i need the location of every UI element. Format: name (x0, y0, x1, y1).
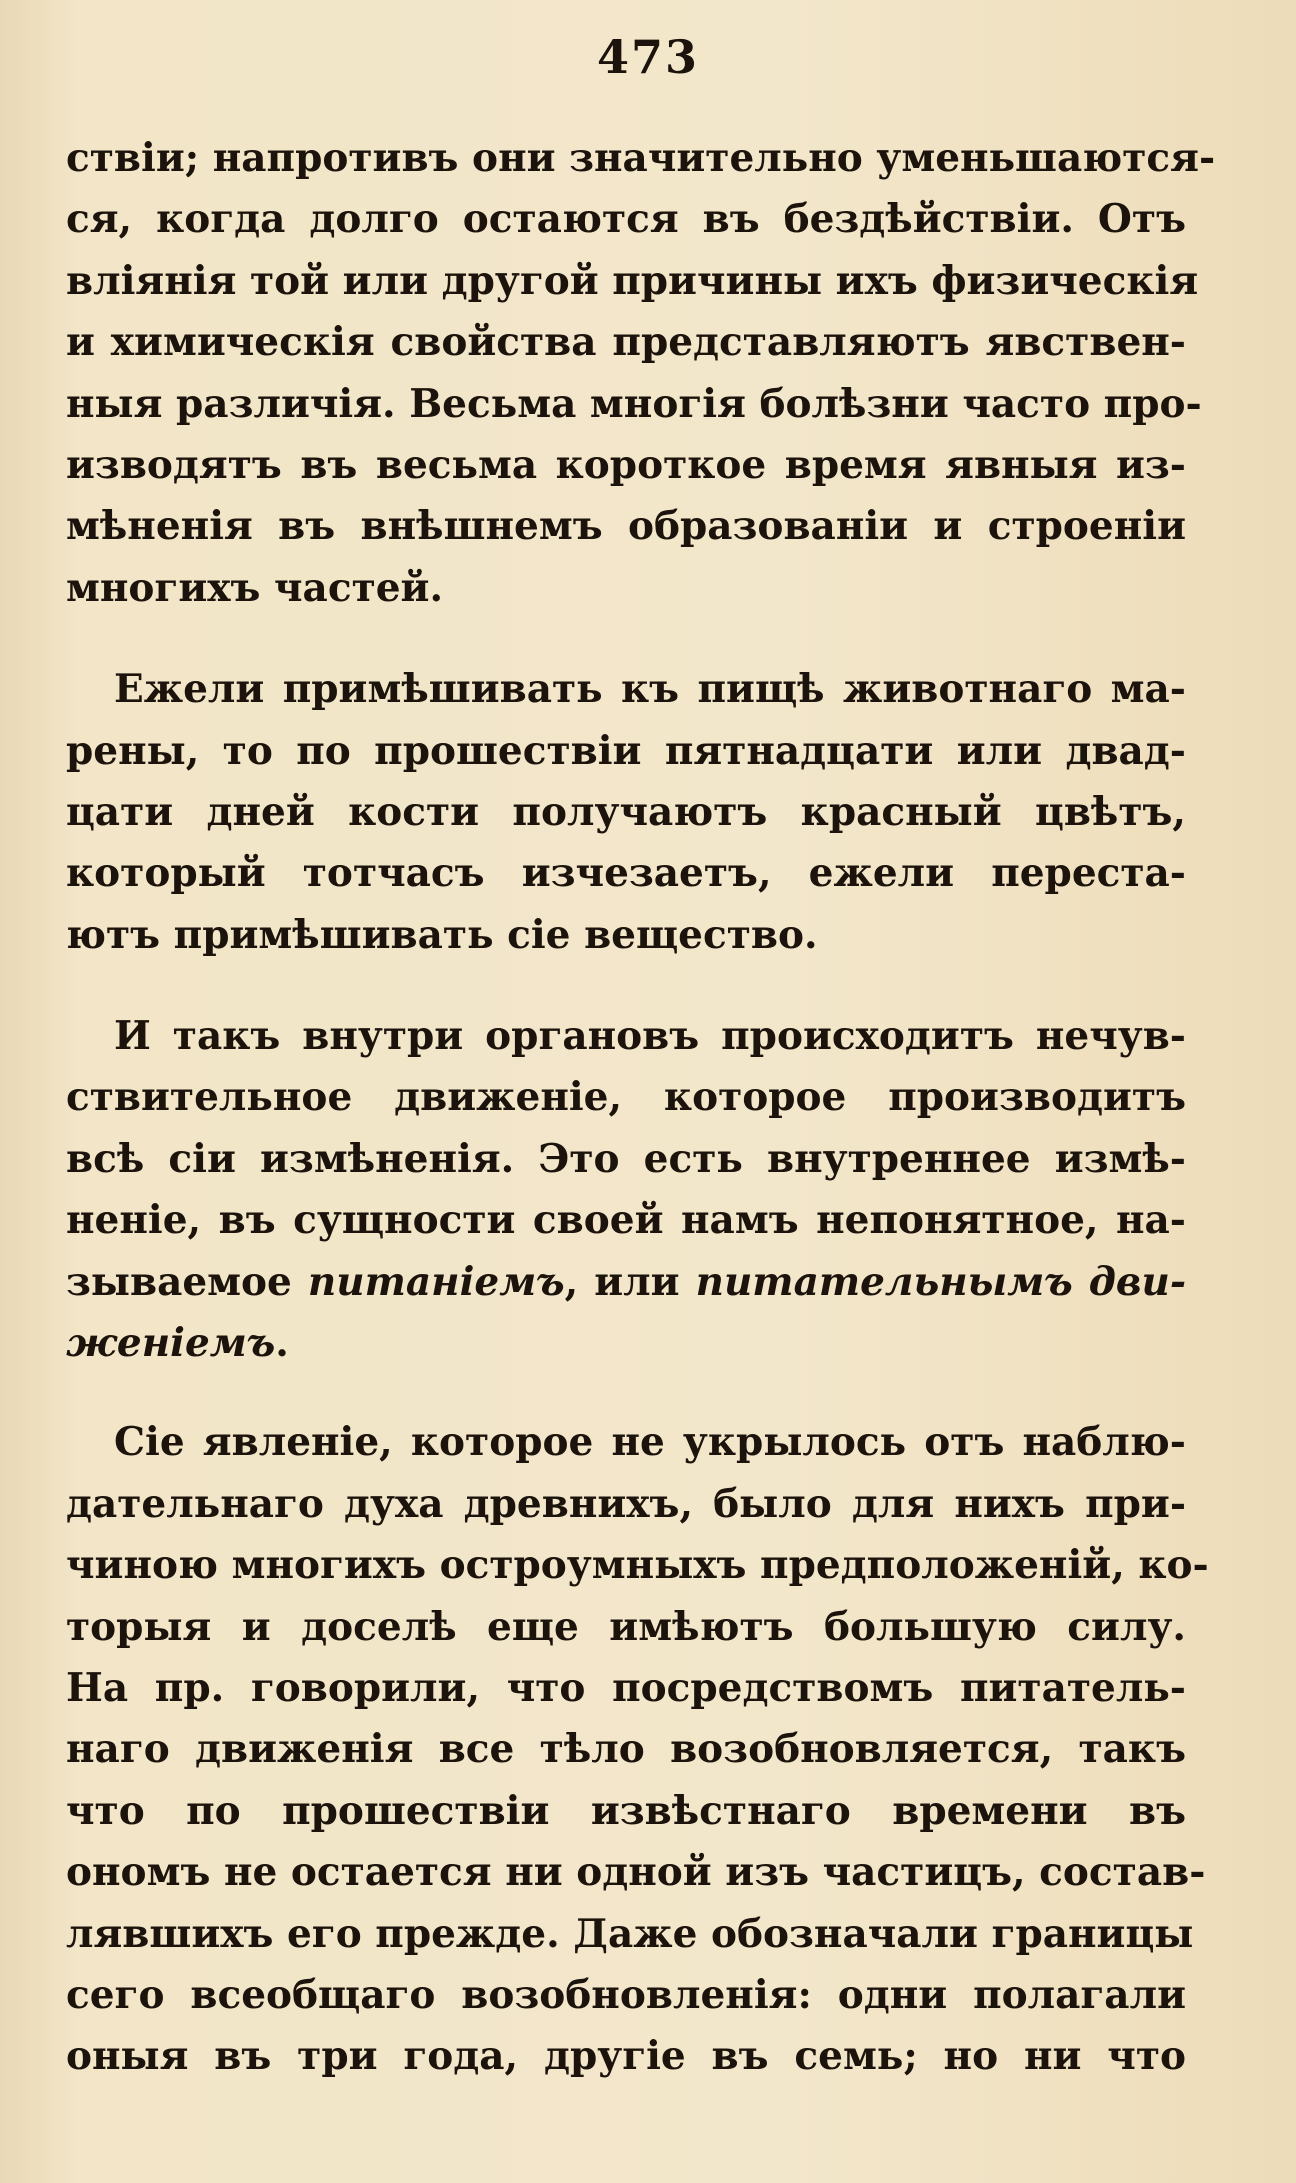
text-line: ныя различiя. Весьма многiя болѣзни часто про- (66, 380, 1202, 427)
text-line: изводятъ въ весьма короткое время явныя из- (66, 441, 1186, 488)
text-line: и химическiя свойства представляютъ явствен- (66, 319, 1186, 366)
text-line: И такъ внутри органовъ происходитъ нечув- (114, 1013, 1186, 1060)
italic-term: питательнымъ дви- (695, 1258, 1187, 1305)
text-line: всѣ сiи измѣненiя. Это есть внутреннее измѣ- (66, 1135, 1186, 1182)
text-line: мѣненiя въ внѣшнемъ образованiи и строенiи (66, 503, 1186, 550)
text-line: дательнаго духа древнихъ, было для нихъ при- (66, 1480, 1186, 1527)
text-line: цати дней кости получаютъ красный цвѣтъ, (66, 788, 1186, 835)
page-text (66, 128, 1216, 2088)
text-line: многихъ частей. (66, 564, 444, 611)
text-fragment: зываемое (66, 1258, 292, 1305)
text-line: рены, то по прошествiи пятнадцати или двад- (66, 727, 1186, 774)
text-line: сего всеобщаго возобновленiя: одни полагали (66, 1971, 1186, 2018)
text-line: наго движенiя все тѣло возобновляется, такъ (66, 1726, 1186, 1773)
text-line: ненiе, въ сущности своей намъ непонятное, на- (66, 1197, 1186, 1244)
text-line: лявшихъ его прежде. Даже обозначали границы (66, 1910, 1194, 1957)
text-line: влiянiя той или другой причины ихъ физическiя (66, 257, 1199, 304)
paragraph-2 (66, 659, 1186, 966)
page-number: 473 (596, 30, 700, 84)
text-line (66, 1252, 1186, 1313)
text-line: ся, когда долго остаются въ бездѣйствiи. Отъ (66, 196, 1186, 243)
text-line (66, 1313, 1186, 1374)
text-line: Ежели примѣшивать къ пищѣ животнаго ма- (114, 666, 1186, 713)
text-line: торыя и доселѣ еще имѣютъ большую силу. (66, 1603, 1186, 1650)
paragraph-3 (66, 1006, 1186, 1374)
text-line: Сiе явленiе, которое не укрылось отъ наблю- (114, 1419, 1186, 1466)
paragraph-1 (66, 128, 1216, 619)
text-line: который тотчасъ изчезаетъ, ежели переста- (66, 850, 1186, 897)
text-line: что по прошествiи извѣстнаго времени въ (66, 1787, 1186, 1834)
text-line: оныя въ три года, другiе въ семь; но ни что (66, 2033, 1186, 2080)
italic-term: питанiемъ (307, 1258, 565, 1305)
text-line: На пр. говорили, что посредствомъ питатель- (66, 1664, 1186, 1711)
text-fragment: , или (564, 1258, 680, 1305)
text-line: ономъ не остается ни одной изъ частицъ, состав- (66, 1849, 1206, 1896)
text-line: ствiи; напротивъ они значительно уменьшаются- (66, 135, 1216, 181)
paragraph-4 (66, 1412, 1209, 2087)
text-line: чиною многихъ остроумныхъ предположенiй, ко- (66, 1542, 1209, 1589)
text-fragment: . (275, 1320, 289, 1367)
text-line: ютъ примѣшивать сiе вещество. (66, 911, 818, 958)
text-line: ствительное движенiе, которое производитъ (66, 1074, 1186, 1121)
italic-term: женiемъ (66, 1320, 276, 1367)
